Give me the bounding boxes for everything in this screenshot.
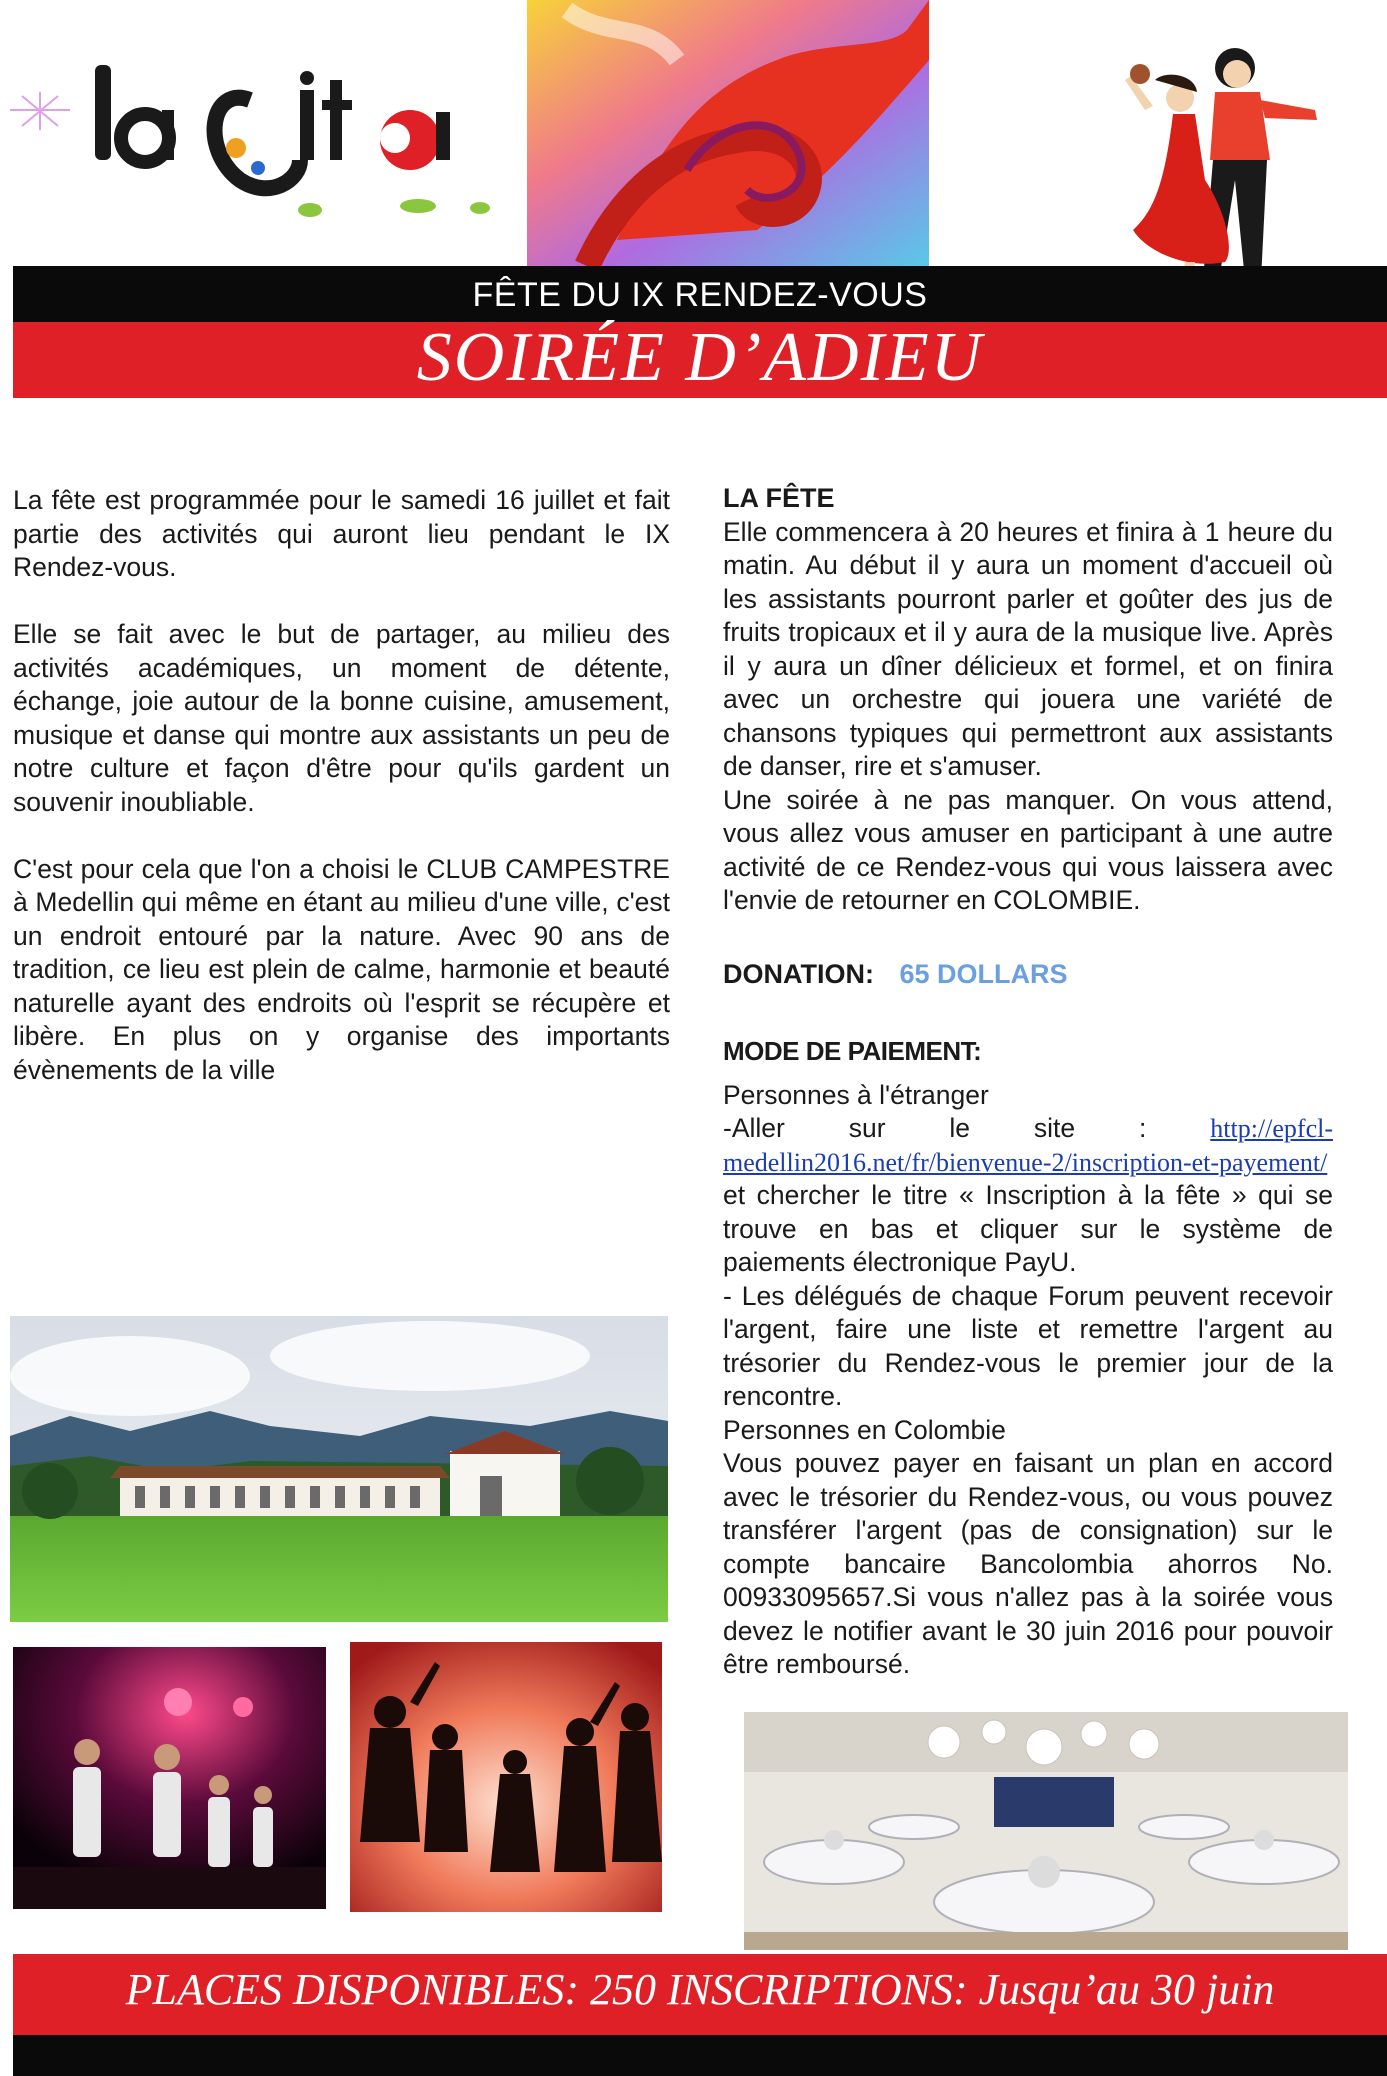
left-column: [13, 484, 670, 1121]
abroad-suffix: et chercher le titre « Inscription à la fête » qui se trouve en bas et cliquer sur le système de paiements électronique PayU.: [723, 1180, 1333, 1277]
club-campestre-photo: [10, 1316, 668, 1622]
fete-description: Elle commencera à 20 heures et finira à 1 heure du matin. Au début il y aura un moment d'accueil où les assistants pourront parler et goûter des jus de fruits tropicaux et il y aura de la musique live. Après il y aura un dîner délicieux et formel, et on finira avec un orchestre qui jouera une variété de chansons typiques qui permettront aux assistants de danser, rire et s'amuser.: [723, 516, 1333, 781]
colombia-heading: Personnes en Colombie: [723, 1414, 1006, 1445]
banquet-hall-photo: [744, 1712, 1348, 1950]
intro-paragraph: La fête est programmée pour le samedi 16 juillet et fait partie des activités qui auront lieu pendant le IX Rendez-vous.: [13, 485, 670, 582]
fete-invitation: Une soirée à ne pas manquer. On vous attend, vous allez vous amuser en participant à une autre activité de ce Rendez-vous qui vous laissera avec l'envie de retourner en COLOMBIE.: [723, 784, 1333, 915]
fete-heading: LA FÊTE: [723, 483, 835, 513]
payment-section: [723, 1079, 1333, 1682]
dancers-illustration: [1085, 40, 1387, 300]
abroad-prefix: -Aller sur le site :: [723, 1113, 1211, 1143]
donation-line: [723, 958, 1333, 992]
delegates-paragraph: - Les délégués de chaque Forum peuvent recevoir l'argent, faire une liste et remettre l'argent au trésorier du Rendez-vous le premier jour de la rencontre.: [723, 1280, 1333, 1411]
donation-label: DONATION:: [723, 958, 874, 989]
places-inscriptions-banner: PLACES DISPONIBLES: 250 INSCRIPTIONS: Jusqu’au 30 juin: [125, 1965, 1275, 2014]
event-subtitle: FÊTE DU IX RENDEZ-VOUS: [472, 276, 928, 314]
abroad-heading: Personnes à l'étranger: [723, 1079, 989, 1110]
donation-amount: 65 DOLLARS: [899, 958, 1068, 989]
band-photo: [13, 1647, 326, 1909]
dance-party-photo: [350, 1642, 662, 1912]
footer-black-band: [13, 2035, 1387, 2076]
hands-artwork: [527, 0, 929, 266]
venue-paragraph: C'est pour cela que l'on a choisi le CLUB CAMPESTRE à Medellin qui même en étant au milieu d'une ville, c'est un endroit entouré par la nature. Avec 90 ans de tradition, ce lieu est plein de calme, harmonie et beauté naturelle ayant des endroits où l'esprit se récupère et libère. En plus on y organise des importants évènements de la ville: [13, 853, 670, 1085]
abroad-instructions: [723, 1112, 1333, 1280]
colombia-paragraph: Vous pouvez payer en faisant un plan en accord avec le trésorier du Rendez-vous, ou vous pouvez transférer l'argent (pas de consignation) sur le compte bancaire Bancolombia ahorros No. 00933095657.Si vous n'allez pas à la soirée vous devez le notifier avant le 30 juin 2016 pour pouvoir être remboursé.: [723, 1448, 1333, 1679]
page-title: SOIRÉE D’ADIEU: [416, 319, 984, 396]
right-column: [723, 482, 1333, 1682]
purpose-paragraph: Elle se fait avec le but de partager, au milieu des activités académiques, un moment de détente, échange, joie autour de la bonne cuisine, amusement, musique et danse qui montre aux assistants un peu de notre culture et façon d'être pour qu'ils gardent un souvenir inoubliable.: [13, 619, 670, 817]
registration-link[interactable]: http://epfcl-medellin2016.net/fr/bienvenue-2/inscription-et-payement/: [723, 1114, 1333, 1177]
lacita-logo: [0, 30, 500, 230]
payment-mode-heading: MODE DE PAIEMENT:: [723, 1036, 982, 1066]
